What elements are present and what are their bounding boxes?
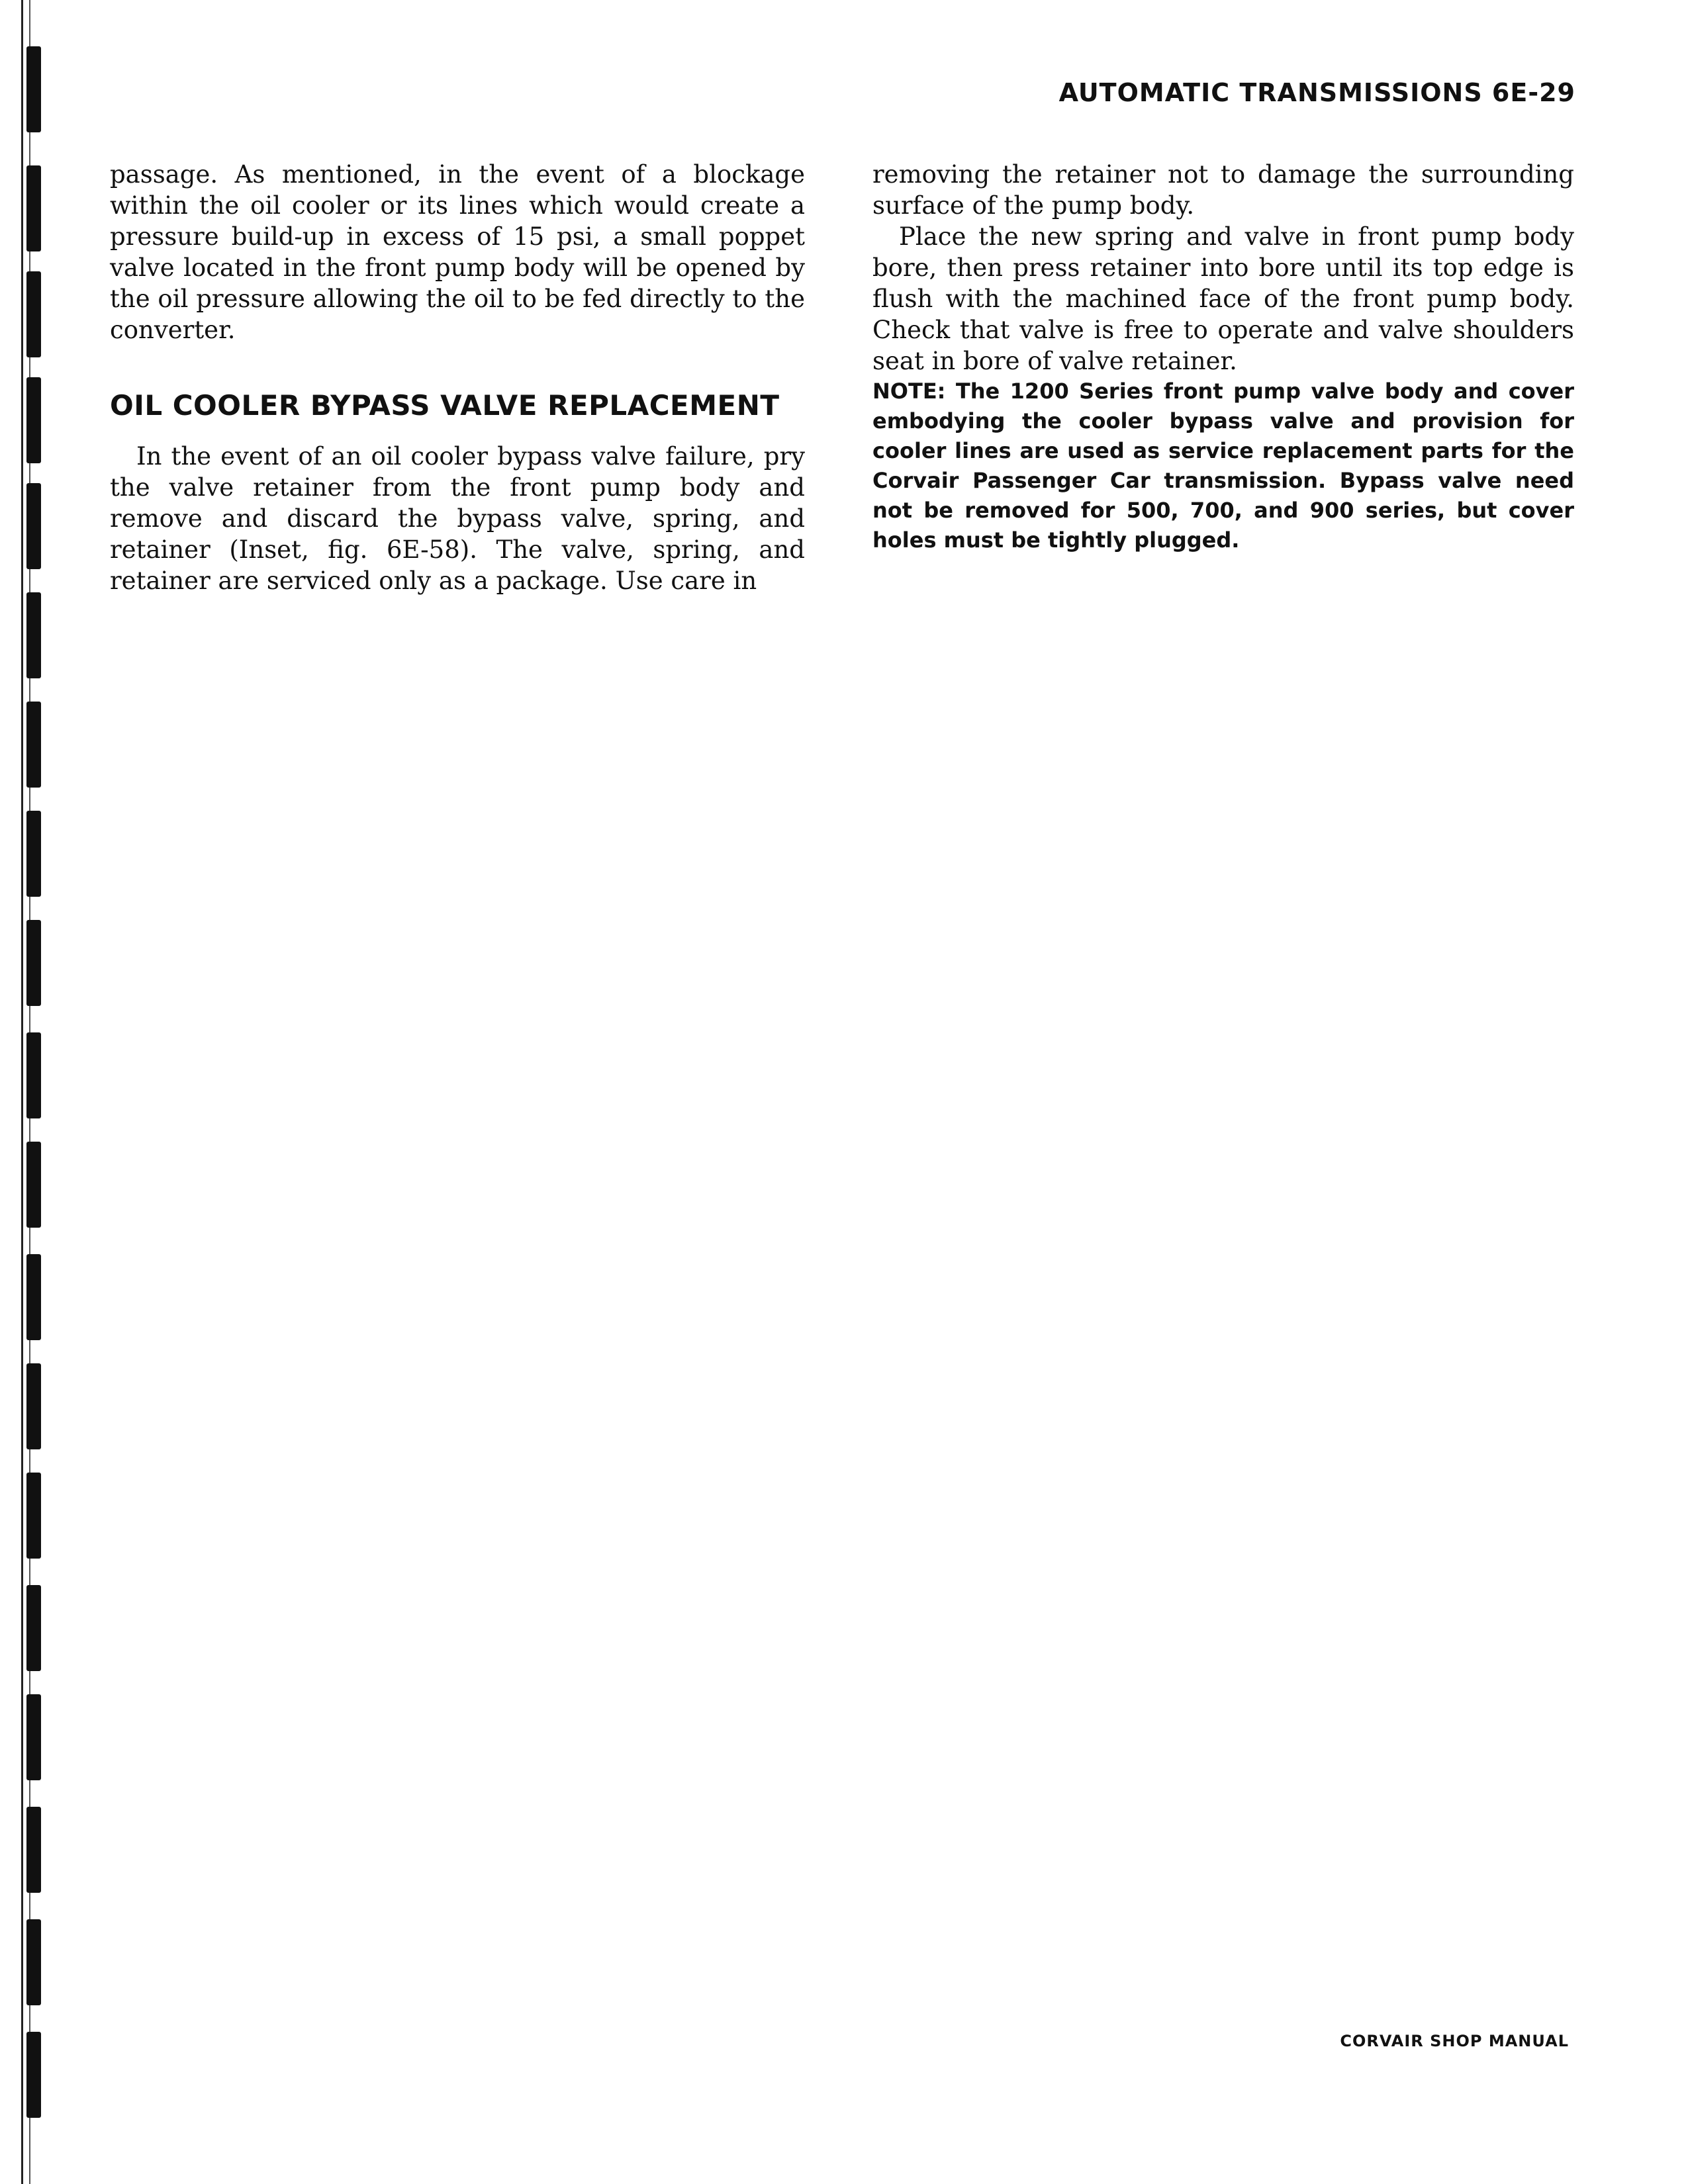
body-paragraph: removing the retainer not to damage the surrounding surface of the pump body. (872, 160, 1574, 220)
body-paragraph: In the event of an oil cooler bypass valve failure, pry the valve retainer from the front pump body and remove and discard the bypass valve, spring, and retainer (Inset, fig. 6E-58). The valve, spring, and retainer are serviced only as a package. Use care in (110, 442, 805, 595)
punch-mark (26, 1032, 41, 1118)
punch-mark (26, 592, 41, 678)
body-paragraph: passage. As mentioned, in the event of a blockage within the oil cooler or its lines which would create a pressure build-up in excess of 15 psi, a small poppet valve located in the front pump body will be opened by the oil pressure allowing the oil to be fed directly to the converter. (110, 160, 805, 344)
binding-punch-marks (26, 0, 46, 2184)
punch-mark (26, 1254, 41, 1340)
punch-mark (26, 1919, 41, 2005)
left-column (110, 159, 805, 596)
punch-mark (26, 46, 41, 132)
punch-mark (26, 377, 41, 463)
binding-rule (21, 0, 23, 2184)
punch-mark (26, 920, 41, 1006)
note-block: NOTE: The 1200 Series front pump valve body and cover embodying the cooler bypass valve and provision for cooler lines are used as service replacement parts for the Corvair Passenger Car transmission. Bypass valve need not be removed for 500, 700, and 900 series, but cover holes must be tightly plugged. (872, 379, 1574, 553)
punch-mark (26, 811, 41, 897)
punch-mark (26, 1363, 41, 1449)
punch-mark (26, 1473, 41, 1559)
punch-mark (26, 483, 41, 569)
punch-mark (26, 1585, 41, 1671)
punch-mark (26, 1807, 41, 1893)
punch-mark (26, 271, 41, 357)
punch-mark (26, 1142, 41, 1228)
right-column (872, 159, 1574, 555)
running-header: AUTOMATIC TRANSMISSIONS 6E-29 (1058, 78, 1575, 107)
running-footer: CORVAIR SHOP MANUAL (1340, 2032, 1569, 2050)
punch-mark (26, 165, 41, 251)
section-heading: OIL COOLER BYPASS VALVE REPLACEMENT (110, 389, 780, 422)
punch-mark (26, 1694, 41, 1780)
punch-mark (26, 702, 41, 788)
body-paragraph: Place the new spring and valve in front pump body bore, then press retainer into bore until its top edge is flush with the machined face of the front pump body. Check that valve is free to operate and valve shoulders seat in bore of valve retainer. (872, 222, 1574, 375)
punch-mark (26, 2032, 41, 2118)
